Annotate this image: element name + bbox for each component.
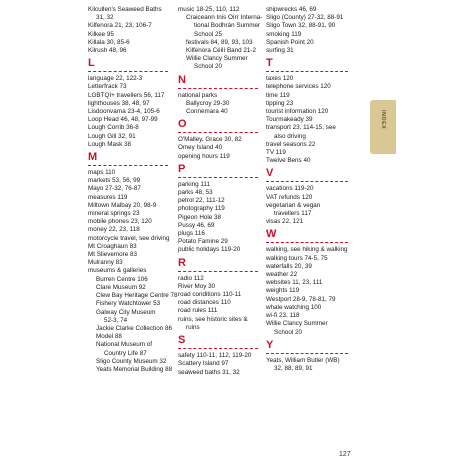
section-letter-heading: N [178, 75, 258, 89]
index-subentry: Kilfenora Céilí Band 21-2 [186, 47, 257, 55]
section-letter-heading: T [266, 58, 348, 72]
index-entry: museums & galleries [88, 267, 147, 275]
section-letter-heading: L [88, 58, 168, 72]
section-letter-heading: R [178, 258, 258, 272]
index-subentry: ruins [186, 323, 200, 331]
index-subentry: Jackie Clarke Collection 86 [96, 324, 172, 332]
index-entry: Mt Slievemore 83 [88, 251, 137, 259]
index-entry: Sligo (County) 27-32, 88-91 [266, 14, 344, 22]
index-entry: Westport 28-9, 78-81, 79 [266, 295, 336, 303]
index-entry: opening hours 119 [178, 152, 230, 160]
index-subentry: Willie Clancy Summer [186, 55, 248, 63]
index-subentry: Clew Bay Heritage Centre 78 [96, 292, 178, 300]
index-entry: national parks [178, 91, 218, 99]
index-entry: parks 48, 53 [178, 189, 213, 197]
index-entry: O'Malley, Grace 30, 82 [178, 136, 242, 144]
side-tab-label: INDEX [380, 110, 386, 130]
index-subentry: National Museum of [96, 341, 152, 349]
index-entry: Letterfrack 73 [88, 83, 127, 91]
index-subentry: Galway City Museum [96, 308, 156, 316]
index-entry: vacations 119-20 [266, 185, 314, 193]
index-subentry: Clare Museum 92 [96, 283, 146, 291]
index-entry: radio 112 [178, 274, 204, 282]
index-entry: seaweed baths 31, 32 [178, 368, 240, 376]
section-letter-heading: V [266, 168, 348, 182]
index-entry: mineral springs 23 [88, 210, 140, 218]
index-entry: ruins, see historic sites & [178, 315, 248, 323]
index-entry: maps 110 [88, 169, 116, 177]
index-subentry: 52-3, 74 [104, 316, 128, 324]
index-subentry: School 20 [274, 328, 303, 336]
index-entry: mobile phones 23, 120 [88, 218, 152, 226]
index-entry: road conditions 110-11 [178, 291, 242, 299]
index-entry: River Moy 30 [178, 282, 216, 290]
index-subentry: School 25 [194, 30, 223, 38]
index-entry: Mayo 27-32, 76-87 [88, 185, 141, 193]
index-entry: plugs 116 [178, 230, 205, 238]
index-entry: Mt Croaghaun 83 [88, 242, 137, 250]
section-letter-heading: M [88, 152, 168, 166]
index-entry: markets 53, 56, 99 [88, 177, 141, 185]
index-entry: Pigeon Hole 38 [178, 213, 222, 221]
index-entry: Pussy 46, 69 [178, 221, 215, 229]
index-entry: VAT refunds 120 [266, 193, 313, 201]
index-entry: Mulranny 83 [88, 259, 123, 267]
index-entry: money 22, 23, 118 [88, 226, 140, 234]
index-entry: tourist information 120 [266, 108, 329, 116]
index-subentry: 31, 32 [96, 14, 114, 22]
index-entry: visas 22, 121 [266, 218, 304, 226]
index-subentry: Craiceann Inis Oírr Interna- [186, 14, 263, 22]
index-entry: Loop Head 46, 48, 97-99 [88, 116, 158, 124]
index-entry: walking, see hiking & walking [266, 246, 348, 254]
index-entry: transport 23, 114-15, see [266, 124, 336, 132]
index-entry: whale watching 100 [266, 303, 322, 311]
index-entry: road rules 111 [178, 307, 218, 315]
index-entry: language 22, 122-3 [88, 75, 143, 83]
index-entry: smoking 119 [266, 30, 302, 38]
index-entry: surfing 31 [266, 47, 294, 55]
index-entry: walking tours 74-5, 75 [266, 254, 328, 262]
index-entry: Omey Island 40 [178, 144, 223, 152]
index-subentry: also driving [274, 132, 306, 140]
index-subentry: tional Bodhrán Summer [194, 22, 261, 30]
section-letter-heading: S [178, 335, 258, 349]
index-entry: TV 119 [266, 149, 286, 157]
index-entry: taxes 120 [266, 75, 294, 83]
section-letter-heading: O [178, 119, 258, 133]
page-number: 127 [339, 451, 351, 458]
index-entry: Sligo Town 32, 88-91, 90 [266, 22, 336, 30]
index-entry: Lisdoonvarna 23-4, 105-6 [88, 108, 160, 116]
index-entry: safety 110-11, 112, 119-20 [178, 352, 252, 360]
section-letter-heading: W [266, 229, 348, 243]
index-entry: petrol 22, 111-12 [178, 197, 225, 205]
index-subentry: Yeats Memorial Building 88 [96, 365, 173, 373]
index-entry: Willie Clancy Summer [266, 320, 328, 328]
index-subentry: Model 88 [96, 333, 122, 341]
index-entry: public holidays 119-20 [178, 246, 241, 254]
index-entry: road distances 110 [178, 299, 231, 307]
index-entry: telephone services 120 [266, 83, 331, 91]
index-entry: LGBTQI+ travellers 56, 117 [88, 91, 165, 99]
index-subentry: School 20 [194, 63, 223, 71]
index-subentry: Country Life 87 [104, 349, 147, 357]
section-letter-heading: P [178, 164, 258, 178]
index-subentry: Ballycroy 29-30 [186, 99, 230, 107]
index-entry: music 18-25, 110, 112 [178, 6, 240, 13]
index-entry: weights 119 [266, 287, 300, 295]
index-subentry: 32, 88, 89, 91 [274, 364, 313, 372]
index-entry: Spanish Point 20 [266, 38, 314, 46]
index-entry: vegetarian & vegan [266, 201, 321, 209]
index-entry: Twelve Bens 40 [266, 157, 311, 165]
index-entry: Yeats, William Butler (WB) [266, 356, 340, 364]
index-entry: time 119 [266, 91, 290, 99]
index-entry: measures 119 [88, 193, 128, 201]
index-entry: Scattery Island 97 [178, 360, 229, 368]
index-entry: Lough Corrib 36-8 [88, 124, 139, 132]
index-entry: lighthouses 38, 48, 97 [88, 99, 150, 107]
index-entry: photography 119 [178, 205, 225, 213]
index-entry: Kilcullen's Seaweed Baths [88, 6, 162, 13]
index-subentry: Sligo County Museum 32 [96, 357, 167, 365]
index-entry: Kilfenora 21, 23, 106-7 [88, 22, 152, 30]
index-entry: Lough Gill 32, 91 [88, 132, 136, 140]
index-entry: wi-fi 23, 118 [266, 312, 300, 320]
index-entry: Kilrush 48, 96 [88, 47, 127, 55]
index-entry: waterfalls 20, 39 [266, 262, 312, 270]
index-entry: Killala 30, 85-6 [88, 38, 130, 46]
index-entry: Tourmakeady 39 [266, 116, 313, 124]
index-entry: websites 11, 23, 111 [266, 279, 323, 287]
index-subentry: Fishery Watchtower 53 [96, 300, 161, 308]
index-entry: Lough Mask 38 [88, 140, 132, 148]
index-subentry: Connemara 40 [186, 108, 228, 116]
index-entry: Kilkee 95 [88, 30, 114, 38]
section-letter-heading: Y [266, 340, 348, 354]
index-entry: shipwrecks 46, 69 [266, 6, 317, 13]
index-side-tab [370, 100, 396, 154]
index-column-2 [178, 6, 264, 377]
index-entry: motorcycle travel, see driving [88, 234, 170, 242]
index-entry: Potato Famine 29 [178, 238, 228, 246]
index-column-1 [88, 6, 176, 374]
index-entry: weather 22 [266, 271, 298, 279]
index-entry: tipping 23 [266, 99, 294, 107]
index-subentry: festivals 84, 89, 93, 103 [186, 38, 253, 46]
index-entry: travel seasons 22 [266, 140, 316, 148]
index-subentry: travellers 117 [274, 210, 312, 218]
index-column-3 [266, 6, 354, 373]
index-subentry: Burren Centre 106 [96, 275, 148, 283]
index-entry: Miltown Malbay 20, 98-9 [88, 201, 157, 209]
index-entry: parking 111 [178, 180, 210, 188]
